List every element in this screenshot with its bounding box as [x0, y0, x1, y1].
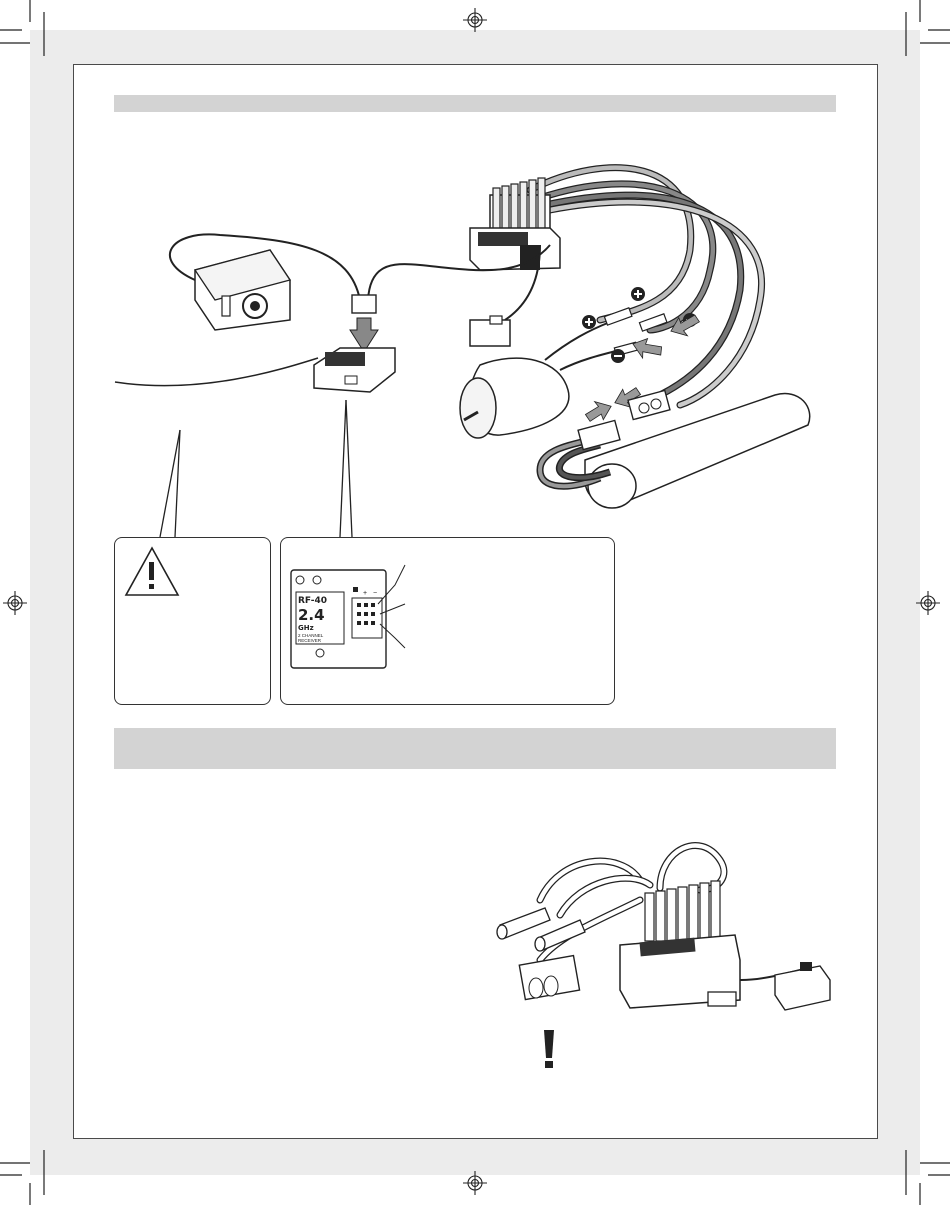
servo-unit — [195, 250, 290, 330]
receiver-frequency-unit: GHz — [298, 624, 314, 632]
receiver-line-1: 2 CHANNEL — [298, 633, 324, 638]
receiver-plus-label: + — [363, 590, 368, 597]
receiver-plug — [350, 295, 378, 352]
esc-unit — [470, 178, 560, 270]
plus-icon — [631, 287, 645, 301]
warning-triangle-icon — [126, 548, 178, 595]
minus-icon — [611, 349, 625, 363]
esc-power-wires — [530, 168, 762, 405]
esc-detail-bullet-plugs — [497, 908, 585, 951]
esc-detail-switch — [775, 962, 830, 1010]
esc-detail-battery-plug — [519, 956, 579, 1000]
registration-mark-icon — [3, 591, 27, 615]
plus-icon — [582, 315, 596, 329]
receiver-model-text: RF-40 — [298, 596, 328, 606]
registration-mark-icon — [463, 8, 487, 32]
registration-mark-icon — [916, 591, 940, 615]
receiver-line-2: RECEIVER — [298, 638, 322, 643]
callout-lines — [160, 400, 352, 537]
receiver-frequency-text: 2.4 — [298, 606, 325, 624]
receiver-antenna — [115, 358, 318, 386]
battery-pack — [540, 394, 810, 508]
receiver-minus-label: − — [373, 590, 378, 597]
receiver-unit — [314, 348, 395, 392]
esc-detail-signal-plug — [708, 992, 736, 1006]
registration-mark-icon — [463, 1171, 487, 1195]
exclamation-icon — [544, 1030, 554, 1068]
